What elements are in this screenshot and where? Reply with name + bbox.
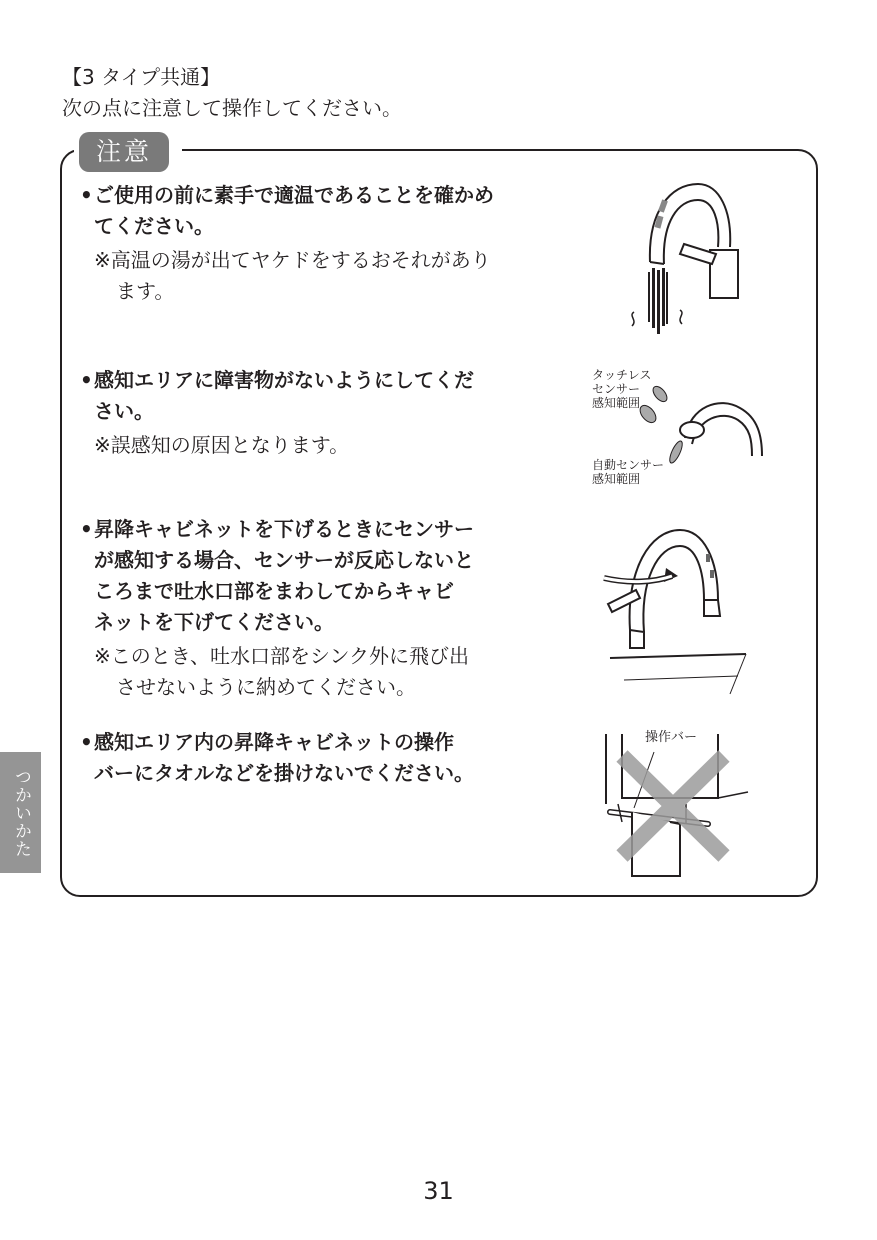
item-text-line: ネットを下げてください。: [94, 610, 334, 634]
section-heading: 【3 タイプ共通】: [62, 65, 221, 89]
item-text-line: さい。: [94, 399, 154, 423]
item-text-line: • 感知エリア内の昇降キャビネットの操作: [80, 727, 560, 758]
caution-item-operation-bar: [80, 727, 560, 789]
item-text-line: ころまで吐水口部をまわしてからキャビ: [94, 579, 454, 603]
item-text-line: バーにタオルなどを掛けないでください。: [94, 761, 474, 785]
caution-item-temperature: [80, 180, 560, 307]
item-note-line: ます。: [116, 279, 175, 303]
side-tab-usage: [0, 752, 41, 873]
item-note-line: ※高温の湯が出てヤケドをするおそれがあり: [94, 248, 491, 272]
item-text-line: • 昇降キャビネットを下げるときにセンサー: [80, 514, 560, 545]
caution-label: 注意: [79, 132, 169, 172]
intro-text: 次の点に注意して操作してください。: [62, 96, 402, 120]
label-line: 感知範囲: [592, 472, 641, 486]
item-note-line: ※誤感知の原因となります。: [94, 433, 350, 457]
label-line: 感知範囲: [592, 396, 641, 410]
towel-prohibited-illustration: [600, 728, 750, 883]
operation-bar-label: 操作バー: [645, 730, 698, 745]
item-note-line: させないように納めてください。: [116, 675, 416, 699]
item-text-line: • 感知エリアに障害物がないようにしてくだ: [80, 365, 560, 396]
faucet-rotation-illustration: [600, 520, 750, 695]
item-note-line: ※このとき、吐水口部をシンク外に飛び出: [94, 644, 470, 668]
side-tab-label: つかいかた: [11, 767, 31, 858]
touchless-sensor-label: [592, 368, 651, 410]
label-line: タッチレス: [592, 368, 652, 382]
caution-item-cabinet-lowering: [80, 514, 560, 703]
item-text-line: が感知する場合、センサーが反応しないと: [94, 548, 474, 572]
item-text-line: • ご使用の前に素手で適温であることを確かめ: [80, 180, 560, 211]
label-line: 自動センサー: [592, 458, 665, 472]
faucet-spray-illustration: [620, 172, 750, 342]
caution-item-sensor-area: [80, 365, 560, 461]
page-number: 31: [423, 1177, 454, 1205]
auto-sensor-label: [592, 458, 664, 486]
label-line: センサー: [592, 382, 641, 396]
item-text-line: てください。: [94, 214, 214, 238]
